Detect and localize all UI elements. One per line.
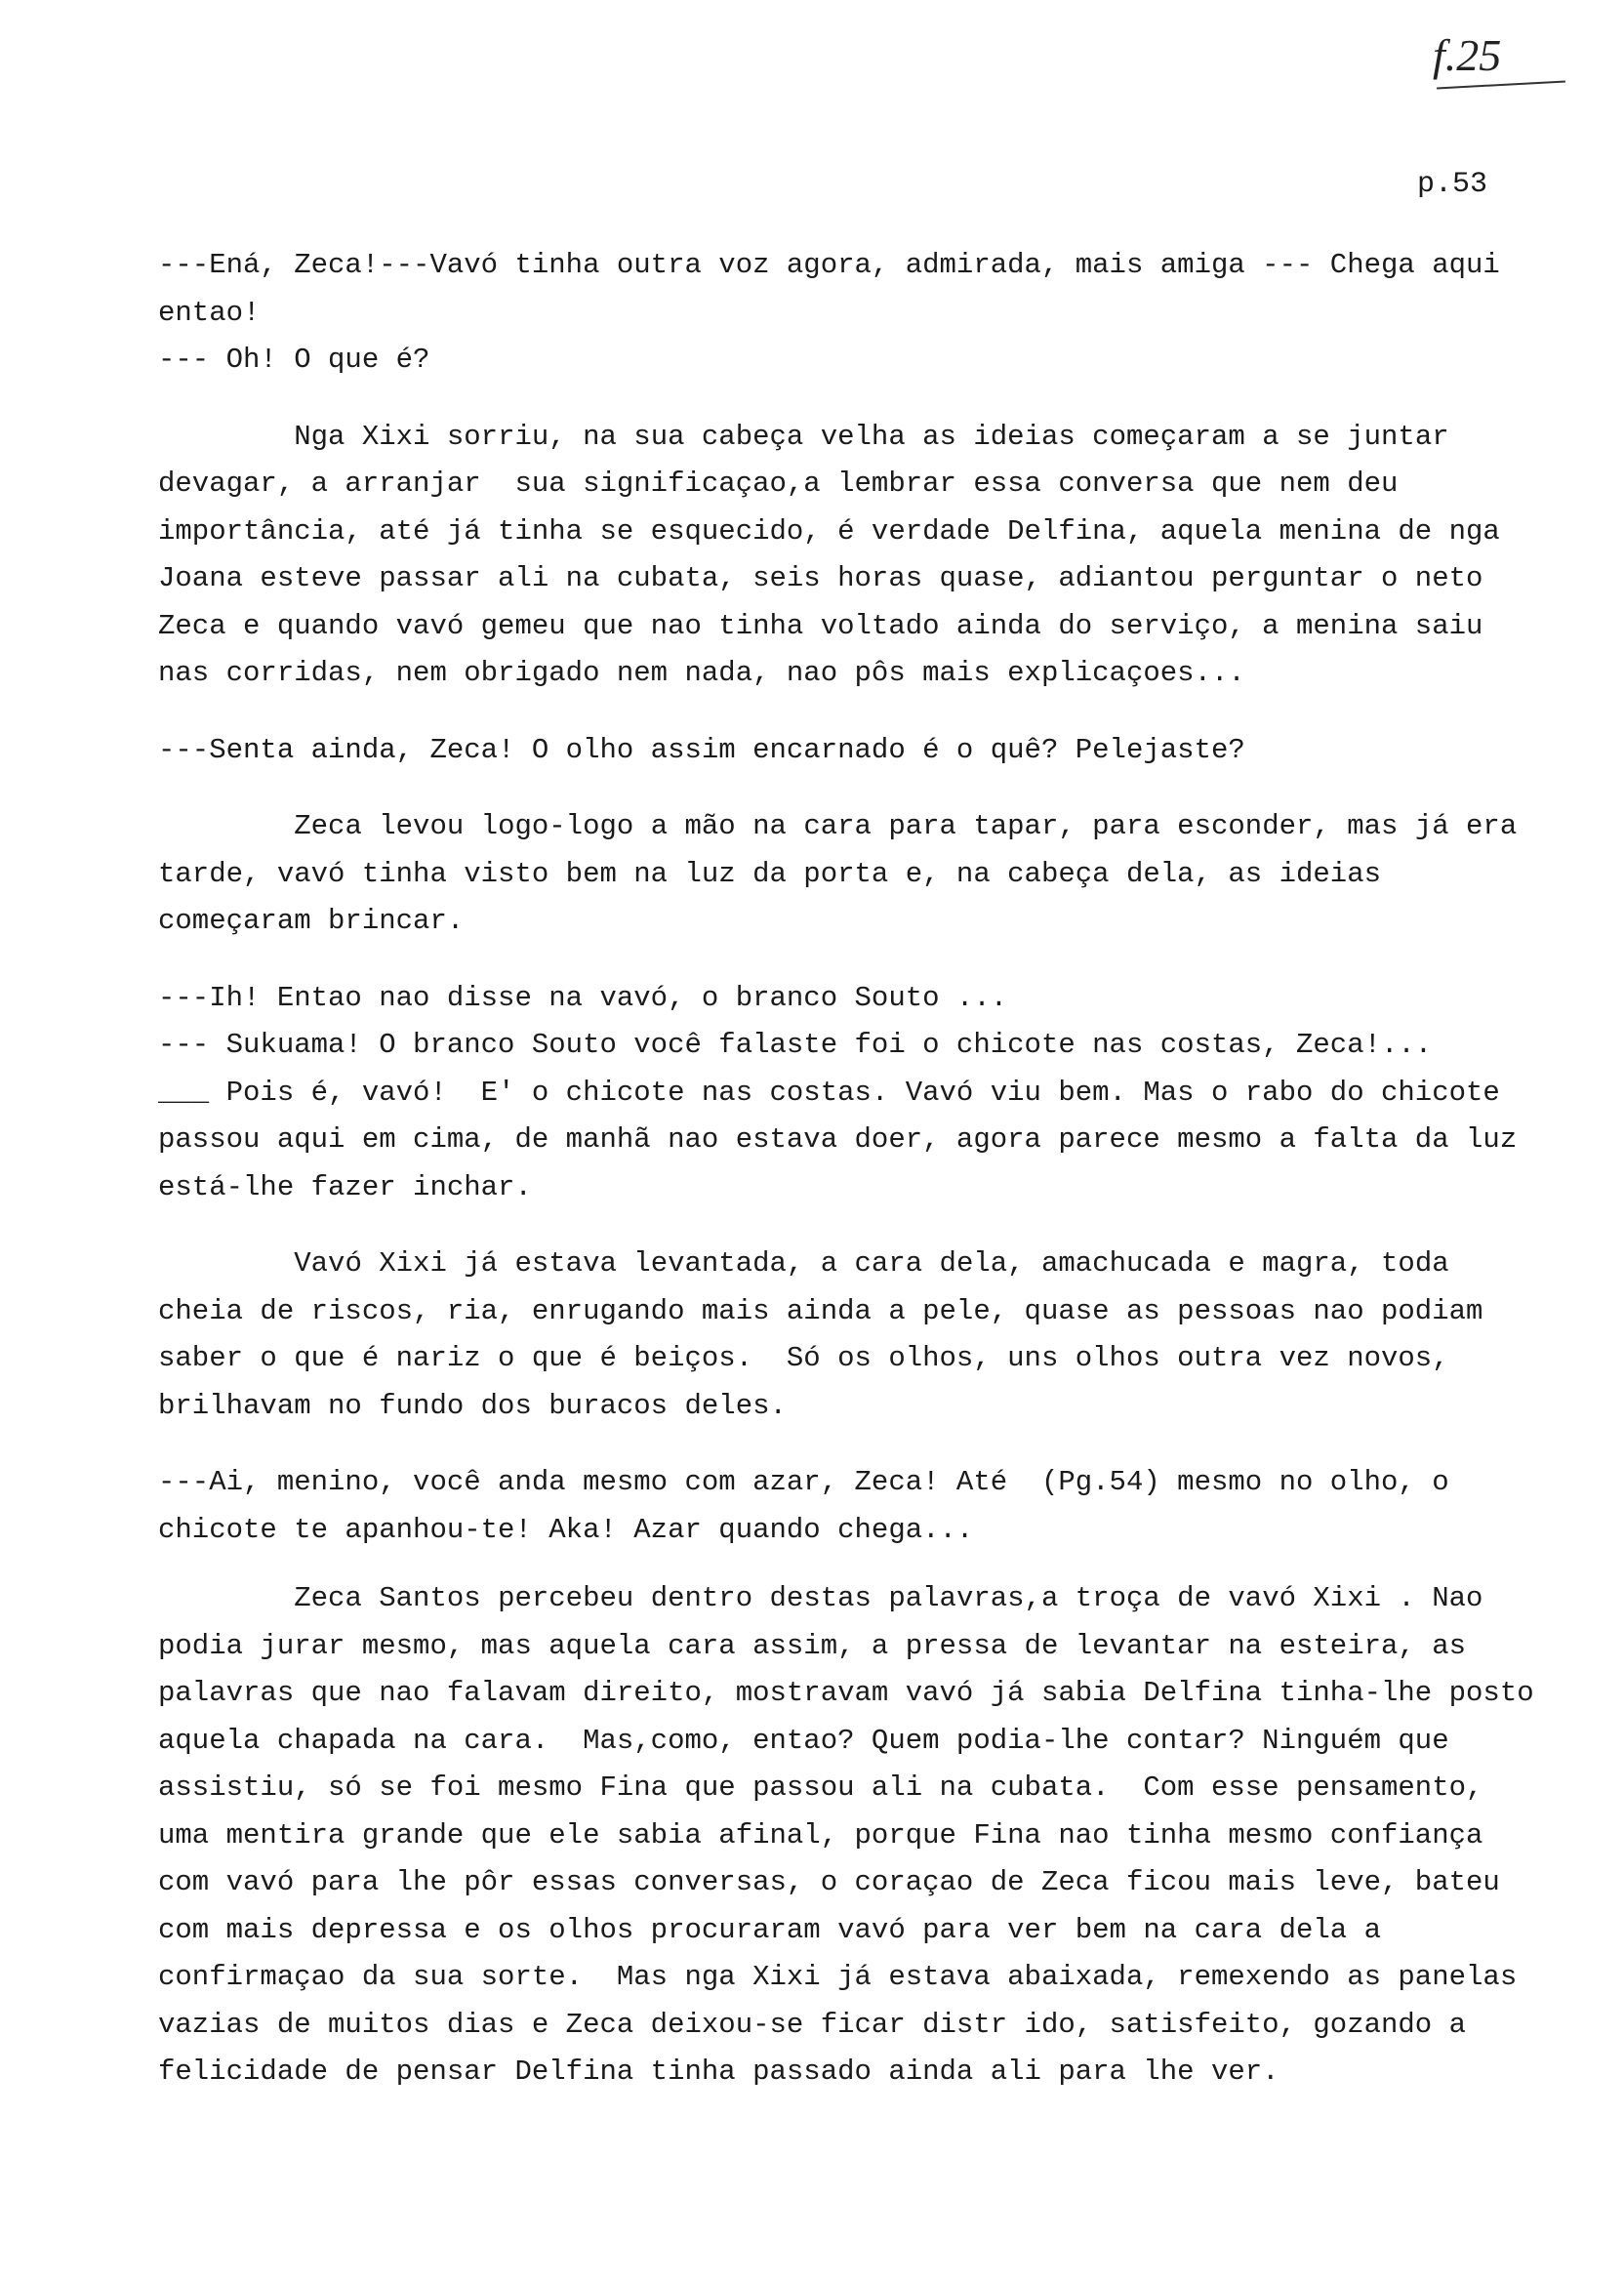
- typed-text-body: [158, 242, 1552, 2097]
- paragraph-11: Zeca Santos percebeu dentro destas palavras,a troça de vavó Xixi . Nao podia jurar mesmo, mas aquela cara assim, a pressa de levantar na esteira, as palavras que nao falavam direito, mostravam vavó já sabia Delfina tinha-lhe posto aquela chapada na cara. Mas,como, entao? Quem podia-lhe contar? Ninguém que assistiu, só se foi mesmo Fina que passou ali na cubata. Com esse pensamento, uma mentira grande que ele sabia afinal, porque Fina nao tinha mesmo confiança com vavó para lhe pôr essas conversas, o coraçao de Zeca ficou mais leve, bateu com mais depressa e os olhos procuraram vavó para ver bem na cara dela a confirmaçao da sua sorte. Mas nga Xixi já estava abaixada, remexendo as panelas vazias de muitos dias e Zeca deixou-se ficar distr ido, satisfeito, gozando a felicidade de pensar Delfina tinha passado ainda ali para lhe ver.: [158, 1582, 1552, 2088]
- paragraph-6: ---Ih! Entao nao disse na vavó, o branco Souto ...: [158, 981, 1008, 1014]
- paragraph-5: Zeca levou logo-logo a mão na cara para tapar, para esconder, mas já era tarde, vavó tinha visto bem na luz da porta e, na cabeça dela, as ideias começaram brincar.: [158, 810, 1534, 937]
- paragraph-4: ---Senta ainda, Zeca! O olho assim encarnado é o quê? Pelejaste?: [158, 733, 1245, 766]
- paragraph-10: ---Ai, menino, você anda mesmo com azar, Zeca! Até (Pg.54) mesmo no olho, o chicote te apanhou-te! Aka! Azar quando chega...: [158, 1466, 1467, 1546]
- folio-underline: [1437, 81, 1565, 90]
- paragraph-9: Vavó Xixi já estava levantada, a cara dela, amachucada e magra, toda cheia de riscos, ria, enrugando mais ainda a pele, quase as pessoas nao podiam saber o que é nariz o que é beiços. Só os olhos, uns olhos outra vez novos, brilhavam no fundo dos buracos deles.: [158, 1247, 1500, 1422]
- paragraph-2: --- Oh! O que é?: [158, 344, 430, 376]
- paragraph-1: ---Ená, Zeca!---Vavó tinha outra voz agora, admirada, mais amiga --- Chega aqui entao!: [158, 249, 1518, 329]
- page-number: p.53: [1417, 168, 1488, 201]
- paragraph-7: --- Sukuama! O branco Souto você falaste foi o chicote nas costas, Zeca!...: [158, 1029, 1433, 1061]
- paragraph-3: Nga Xixi sorriu, na sua cabeça velha as ideias começaram a se juntar devagar, a arranjar sua significaçao,a lembrar essa conversa que nem deu importância, até já tinha se esquecido, é verdade Delfina, aquela menina de nga Joana esteve passar ali na cubata, seis horas quase, adiantou perguntar o neto Zeca e quando vavó gemeu que nao tinha voltado ainda do serviço, a menina saiu nas corridas, nem obrigado nem nada, nao pôs mais explicaçoes...: [158, 420, 1518, 689]
- folio-mark: f.25: [1433, 30, 1502, 80]
- paragraph-8: ___ Pois é, vavó! E' o chicote nas costas. Vavó viu bem. Mas o rabo do chicote passou aqui em cima, de manhã nao estava doer, agora parece mesmo a falta da luz está-lhe fazer inchar.: [158, 1076, 1534, 1203]
